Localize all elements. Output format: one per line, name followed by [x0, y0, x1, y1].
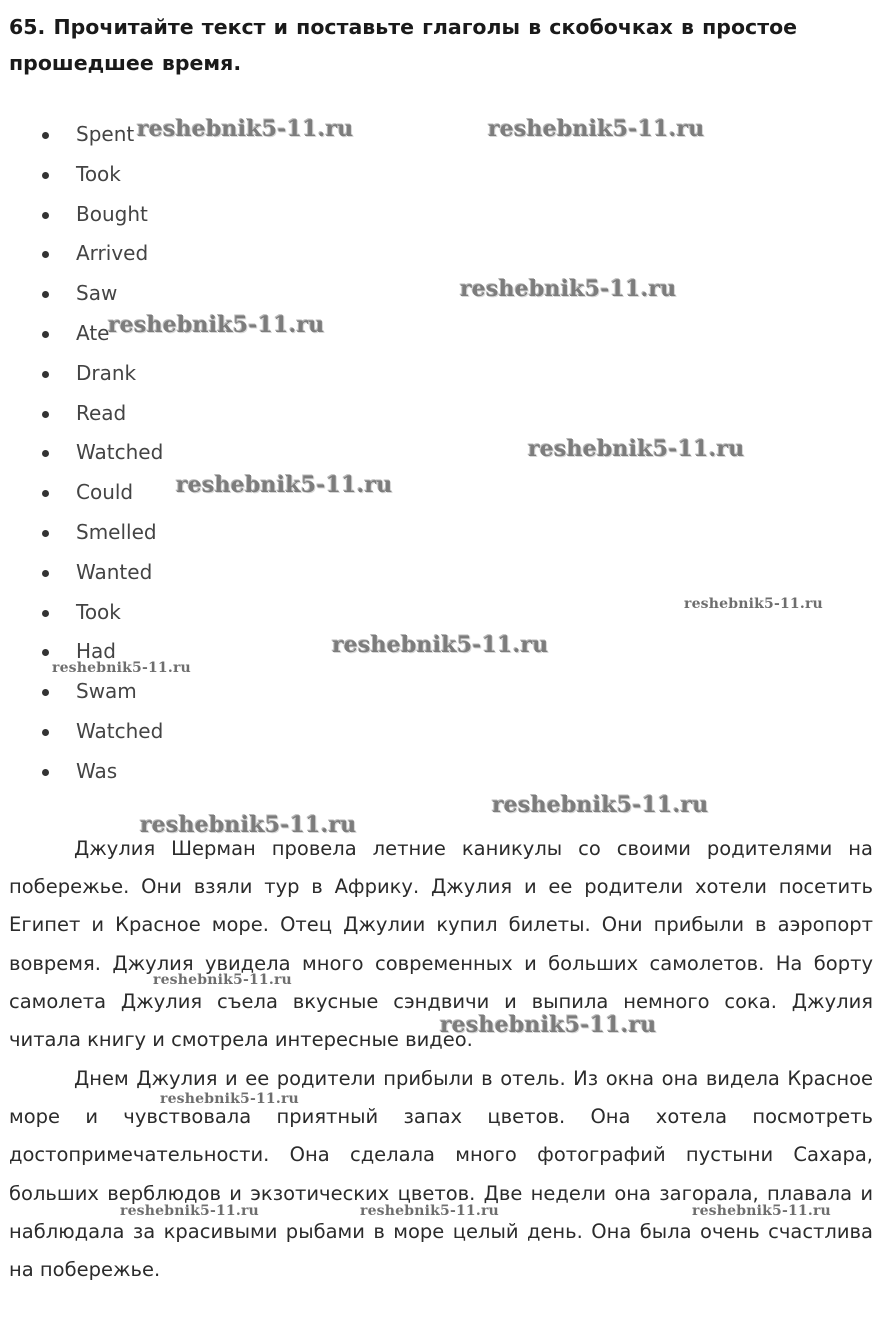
watermark: reshebnik5-11.ru: [108, 312, 325, 338]
bullet-icon: [42, 689, 49, 696]
verb-label: Spent: [76, 122, 135, 146]
verb-label: Ate: [76, 320, 110, 345]
watermark: reshebnik5-11.ru: [460, 276, 677, 302]
watermark: reshebnik5-11.ru: [488, 116, 705, 142]
bullet-icon: [42, 251, 49, 258]
watermark: reshebnik5-11.ru: [332, 632, 549, 658]
watermark: reshebnik5-11.ru: [692, 1203, 831, 1219]
bullet-icon: [42, 530, 49, 537]
watermark: reshebnik5-11.ru: [684, 596, 823, 612]
watermark: reshebnik5-11.ru: [140, 812, 357, 838]
watermark: reshebnik5-11.ru: [120, 1203, 259, 1219]
bullet-icon: [42, 132, 49, 139]
watermark: reshebnik5-11.ru: [440, 1012, 657, 1038]
watermark: reshebnik5-11.ru: [176, 472, 393, 498]
watermark: reshebnik5-11.ru: [52, 660, 191, 676]
bullet-icon: [42, 490, 49, 497]
verb-label: Read: [76, 400, 127, 425]
watermark: reshebnik5-11.ru: [153, 972, 292, 988]
verb-label: Bought: [76, 201, 148, 226]
verb-label: Wanted: [76, 559, 153, 584]
story-paragraph-2: Днем Джулия и ее родители прибыли в отель. Из окна она видела Красное море и чувствовала приятный запах цветов. Она хотела посмотреть достопримечательности. Она сделала много фотографий пустыни Сахара, больших верблюдов и экзотических цветов. Две недели она загорала, плавала и наблюдала за красивыми рыбами в море целый день. Она была очень счастлива на побережье.: [9, 1067, 873, 1282]
bullet-icon: [42, 331, 49, 338]
watermark: reshebnik5-11.ru: [360, 1203, 499, 1219]
verb-label: Swam: [76, 679, 137, 704]
bullet-icon: [42, 291, 49, 298]
verb-label: Watched: [76, 440, 164, 465]
bullet-icon: [42, 769, 49, 776]
bullet-icon: [42, 570, 49, 577]
verb-label: Saw: [76, 281, 118, 306]
bullet-icon: [42, 610, 49, 617]
bullet-icon: [42, 411, 49, 418]
verb-label: Had: [76, 639, 116, 664]
verb-label: Was: [76, 758, 118, 783]
watermark: reshebnik5-11.ru: [137, 116, 354, 142]
verb-label: Smelled: [76, 519, 157, 544]
story-paragraph-1: Джулия Шерман провела летние каникулы со своими родителями на побережье. Они взяли тур в Африку. Джулия и ее родители хотели посетить Египет и Красное море. Отец Джулии купил билеты. Они прибыли в аэропорт вовремя. Джулия увидела много современных и больших самолетов. На борту самолета Джулия съела вкусные сэндвичи и выпила немного сока. Джулия читала книгу и смотрела интересные видео.: [9, 837, 873, 1052]
verb-label: Took: [76, 161, 121, 186]
bullet-icon: [42, 172, 49, 179]
watermark: reshebnik5-11.ru: [492, 792, 709, 818]
bullet-icon: [42, 729, 49, 736]
verb-label: Arrived: [76, 241, 149, 266]
task-title: 65. Прочитайте текст и поставьте глаголы в скобочках в простое прошедшее время.: [9, 15, 798, 75]
verb-label: Drank: [76, 360, 137, 385]
watermark: reshebnik5-11.ru: [160, 1091, 299, 1107]
watermark: reshebnik5-11.ru: [528, 436, 745, 462]
bullet-icon: [42, 649, 49, 656]
verb-label: Watched: [76, 718, 164, 743]
bullet-icon: [42, 371, 49, 378]
verb-label: Could: [76, 480, 134, 505]
bullet-icon: [42, 450, 49, 457]
verb-label: Took: [76, 599, 121, 624]
bullet-icon: [42, 212, 49, 219]
